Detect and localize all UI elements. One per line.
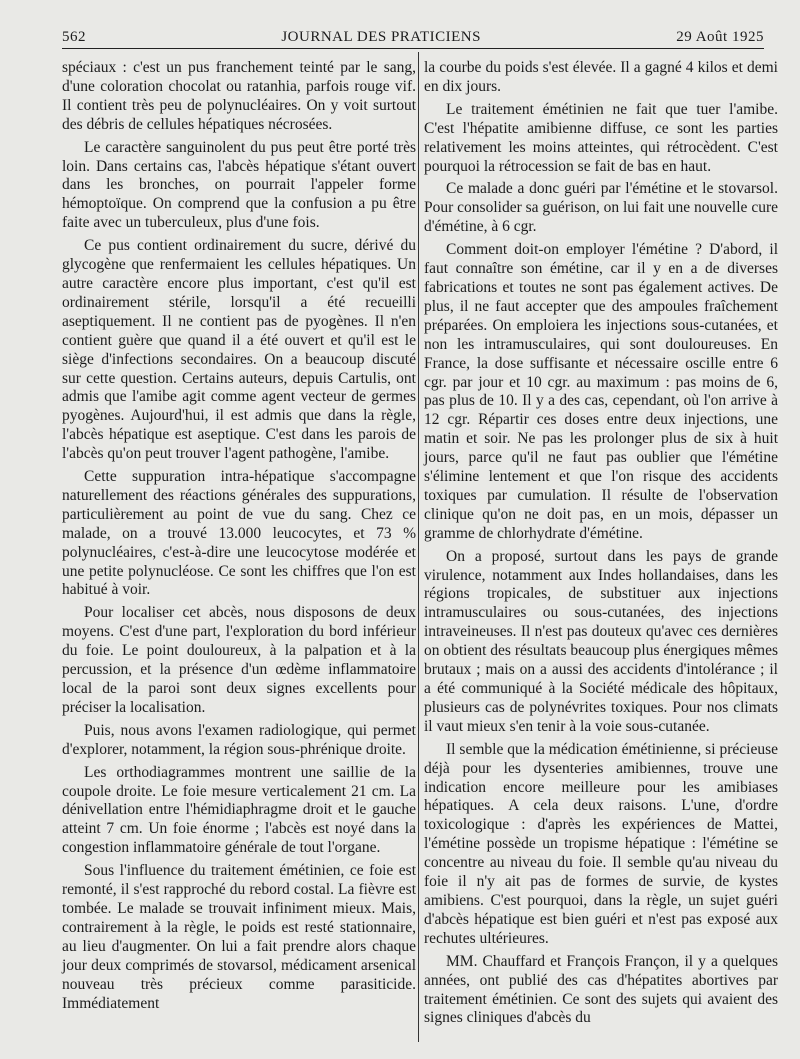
paragraph: Le traitement émétinien ne fait que tuer l'amibe. C'est l'hépatite amibienne diffuse, ce sont les parties relativement les moins atteintes, qui rétrocèdent. C'est pourquoi la rétrocession se fait de bas en haut. [424, 100, 778, 175]
right-column [424, 59, 778, 1032]
issue-date: 29 Août 1925 [676, 28, 764, 45]
paragraph: Ce malade a donc guéri par l'émétine et le stovarsol. Pour consolider sa guérison, on lui fait une nouvelle cure d'émétine, à 6 cgr. [424, 180, 778, 236]
paragraph: Il semble que la médication émétinienne, si précieuse déjà pour les dysenteries amibiennes, trouve une indication encore meilleure pour les amibiases hépatiques. A cela deux raisons. L'une, d'ordre toxicologique : d'après les expériences de Mattei, l'émétine possède un tropisme hépatique : l'émétine se concentre au niveau du foie. Il semble qu'au niveau du foie il n'y ait pas de formes de survie, de kystes amibiens. C'est pourquoi, dans la règle, un sujet guéri d'abcès hépatique est bien guéri et n'est pas exposé aux rechutes ultérieures. [424, 740, 778, 947]
paragraph: On a proposé, surtout dans les pays de grande virulence, notamment aux Indes hollandaises, dans les régions tropicales, de substituer aux injections intramusculaires ou sous-cutanées, des injections intraveineuses. Il n'est pas douteux qu'avec ces dernières on obtient des résultats beaucoup plus énergiques mêmes brutaux ; mais on a aussi des accidents d'intolérance ; il a été communiqué à la Société médicale des hôpitaux, plusieurs cas de polynévrites toxiques. Pour nos climats il vaut mieux s'en tenir à la voie sous-cutanée. [424, 547, 778, 735]
paragraph: Les orthodiagrammes montrent une saillie de la coupole droite. Le foie mesure verticalement 21 cm. La dénivellation entre l'hémidiaphragme droit et le gauche atteint 7 cm. Un foie énorme ; l'abcès est noyé dans la congestion inflammatoire générale de tout l'organe. [62, 763, 416, 857]
header-rule [62, 48, 764, 49]
paragraph: Puis, nous avons l'examen radiologique, qui permet d'explorer, notamment, la région sous-phrénique droite. [62, 721, 416, 758]
paragraph: Cette suppuration intra-hépatique s'accompagne naturellement des réactions générales des suppurations, particulièrement au point de vue du sang. Chez ce malade, on a trouvé 13.000 leucocytes, et 73 % polynucléaires, c'est-à-dire une leucocytose modérée et une petite polynucléose. Ce sont les chiffres que l'on est habitué à voir. [62, 468, 416, 599]
paragraph: Pour localiser cet abcès, nous disposons de deux moyens. C'est d'une part, l'exploration du bord inférieur du foie. Le point douloureux, à la palpation et à la percussion, et la présence d'un œdème inflammatoire local de la paroi sont deux signes excellents pour préciser la localisation. [62, 604, 416, 716]
paragraph: la courbe du poids s'est élevée. Il a gagné 4 kilos et demi en dix jours. [424, 59, 778, 95]
column-divider [418, 52, 419, 1042]
paragraph: MM. Chauffard et François Françon, il y a quelques années, ont publié des cas d'hépatites abortives par traitement émétinien. Ce sont des sujets qui avaient des signes cliniques d'abcès du [424, 952, 778, 1027]
paragraph: Sous l'influence du traitement émétinien, ce foie est remonté, il s'est rapproché du rebord costal. La fièvre est tombée. Le malade se trouvait infiniment mieux. Mais, contrairement à la règle, le poids est resté stationnaire, au lieu d'augmenter. On lui a fait prendre alors chaque jour deux comprimés de stovarsol, médicament arsenical nouveau très précieux comme parasiticide. Immédiatement [62, 862, 416, 1012]
page-number: 562 [62, 28, 86, 45]
paragraph: Comment doit-on employer l'émétine ? D'abord, il faut connaître son émétine, car il y en a de diverses fabrications et toutes ne sont pas également actives. De plus, il ne faut accepter que des ampoules fraîchement préparées. On emploiera les injections sous-cutanées, et non les intramusculaires, qui sont douloureuses. En France, la dose suffisante et nécessaire oscille entre 6 cgr. par jour et 10 cgr. au maximum : pas moins de 6, pas plus de 10. Il y a des cas, cependant, où l'on arrive à 12 cgr. Répartir ces doses entre deux injections, une matin et soir. Ne pas les prolonger plus de six à huit jours, parce qu'il ne faut pas oublier que l'émétine s'élimine lentement et que l'on risque des accidents toxiques par cumulation. Il résulte de l'observation clinique qu'on ne doit pas, en un mois, dépasser un gramme de chlorhydrate d'émétine. [424, 241, 778, 542]
left-column [62, 59, 416, 1017]
paragraph: spéciaux : c'est un pus franchement teinté par le sang, d'une coloration chocolat ou ratanhia, parfois rouge vif. Il contient très peu de polynucléaires. On y voit surtout des débris de cellules hépatiques nécrosées. [62, 59, 416, 133]
paragraph: Le caractère sanguinolent du pus peut être porté très loin. Dans certains cas, l'abcès hépatique s'étant ouvert dans les bronches, on pourrait l'appeler forme hémoptoïque. On comprend que la confusion a pu être faite avec un tuberculeux, plus d'une fois. [62, 138, 416, 232]
paragraph: Ce pus contient ordinairement du sucre, dérivé du glycogène que renfermaient les cellules hépatiques. Un autre caractère encore plus important, c'est qu'il est ordinairement stérile, lorsqu'il a été recueilli aseptiquement. Il ne contient pas de pyogènes. Il n'en contient guère que quand il a été ouvert et qu'il est le siège d'infections secondaires. On a beaucoup discuté sur cette question. Certains auteurs, depuis Cartulis, ont admis que l'amibe agit comme agent vecteur de germes pyogènes. Aujourd'hui, il est admis que dans la règle, l'abcès hépatique est aseptique. C'est dans les parois de l'abcès qu'on peut trouver l'agent pathogène, l'amibe. [62, 237, 416, 463]
page-header [62, 26, 764, 48]
journal-title: JOURNAL DES PRATICIENS [281, 28, 481, 45]
